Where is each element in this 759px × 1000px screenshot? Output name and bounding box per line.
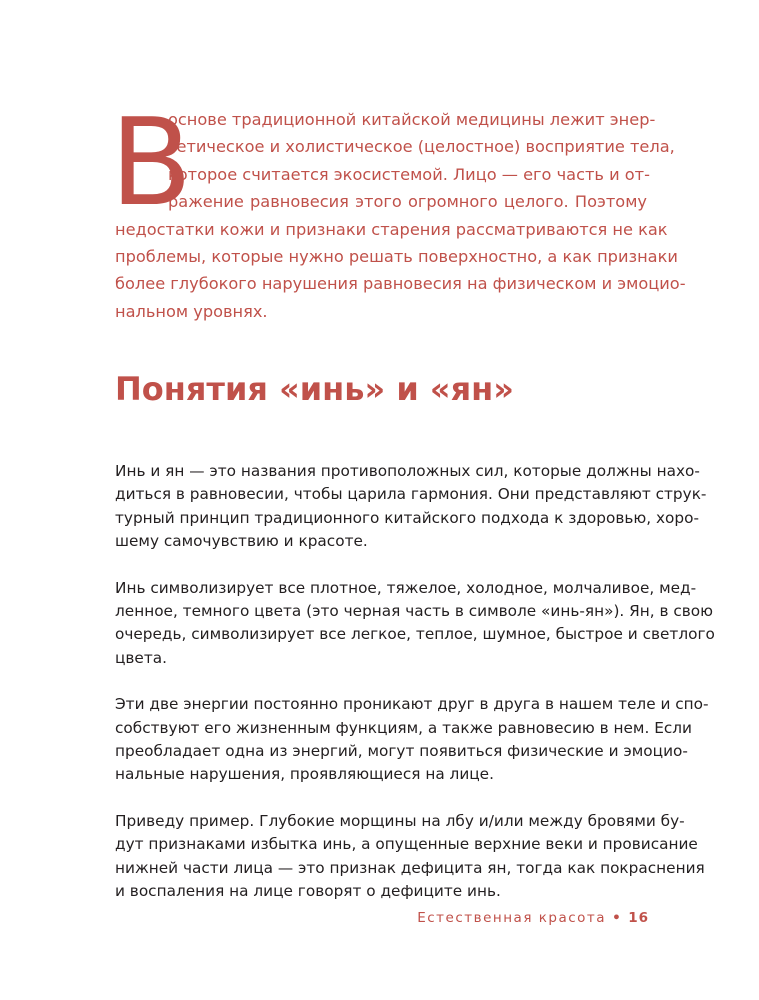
text-line: нижней части лица — это признак дефицита ян, тогда как покраснения xyxy=(115,858,705,877)
text-line: Приведу пример. Глубокие морщины на лбу и/или между бровями бу- xyxy=(115,811,685,830)
text-line: турный принцип традиционного китайского подхода к здоровью, хоро- xyxy=(115,508,699,527)
running-title: Естественная красота xyxy=(417,910,607,926)
page-number: 16 xyxy=(628,910,649,926)
intro-line: основе традиционной китайской медицины лежит энер- xyxy=(168,110,656,129)
text-line: преобладает одна из энергий, могут появиться физические и эмоцио- xyxy=(115,742,688,761)
paragraph xyxy=(115,810,705,904)
text-line: очередь, символизирует все легкое, теплое, шумное, быстрое и светлого xyxy=(115,625,715,644)
intro-paragraph xyxy=(110,94,686,325)
text-line: нальные нарушения, проявляющиеся на лице. xyxy=(115,765,494,784)
intro-line: более глубокого нарушения равновесия на физическом и эмоцио- xyxy=(115,274,686,294)
paragraph xyxy=(115,460,707,554)
body-text xyxy=(115,460,715,927)
intro-line: проблемы, которые нужно решать поверхностно, а как признаки xyxy=(115,247,678,267)
footer-bullet: • xyxy=(612,910,623,926)
intro-line: которое считается экосистемой. Лицо — его часть и от- xyxy=(168,164,650,184)
text-line: Инь и ян — это названия противоположных сил, которые должны нахо- xyxy=(115,462,700,480)
text-line: Эти две энергии постоянно проникают друг в друга в нашем теле и спо- xyxy=(115,695,709,714)
intro-line: недостатки кожи и признаки старения рассматриваются не как xyxy=(115,219,668,239)
drop-cap: В xyxy=(110,94,193,233)
intro-line: нальном уровнях. xyxy=(115,301,268,321)
text-line: ленное, темного цвета (это черная часть в символе «инь-ян»). Ян, в свою xyxy=(115,602,714,621)
paragraph xyxy=(115,693,709,787)
text-line: диться в равновесии, чтобы царила гармония. Они представляют струк- xyxy=(115,485,707,504)
text-line: и воспаления на лице говорят о дефиците инь. xyxy=(115,882,501,901)
paragraph xyxy=(115,577,715,671)
intro-line: гетическое и холистическое (целостное) восприятие тела, xyxy=(168,137,675,157)
text-line: Инь символизирует все плотное, тяжелое, холодное, молчаливое, мед- xyxy=(115,578,697,597)
text-line: собствуют его жизненным функциям, а также равновесию в нем. Если xyxy=(115,718,692,737)
text-line: цвета. xyxy=(115,648,167,667)
intro-line: ражение равновесия этого огромного целого. Поэтому xyxy=(168,192,647,212)
page-footer xyxy=(417,912,649,926)
text-line: шему самочувствию и красоте. xyxy=(115,532,368,551)
text-line: дут признаками избытка инь, а опущенные верхние веки и провисание xyxy=(115,835,698,854)
section-heading: Понятия «инь» и «ян» xyxy=(115,370,514,408)
